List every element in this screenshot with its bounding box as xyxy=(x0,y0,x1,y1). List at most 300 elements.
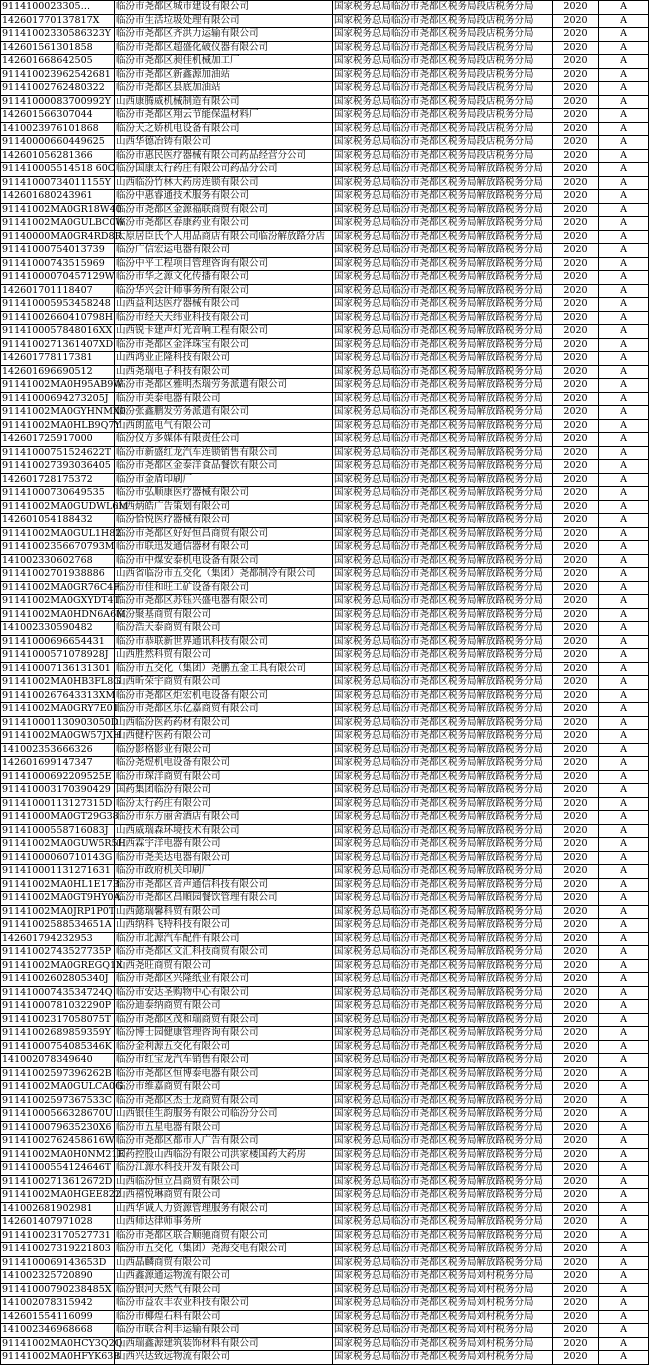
taxpayer-name-cell: 临汾市琛洋商贸有限公司 xyxy=(115,770,333,784)
taxpayer-name-cell: 临汾市五交化（集团）尧鹏五金工具有限公司 xyxy=(115,662,333,676)
year-cell: 2020 xyxy=(553,730,599,744)
table-row xyxy=(1,770,649,784)
table-row xyxy=(1,352,649,366)
year-cell: 2020 xyxy=(553,446,599,460)
table-row xyxy=(1,1108,649,1122)
taxpayer-name-cell: 临汾江源水科技开发有限公司 xyxy=(115,1162,333,1176)
credit-code-cell: 91141000558716083J xyxy=(1,824,115,838)
credit-code-cell: 91141002MA0GRY7E01 xyxy=(2,703,119,714)
table-row xyxy=(1,41,649,55)
credit-code-cell: 91141002MA0HB3FL8G xyxy=(2,676,121,687)
table-row xyxy=(1,595,649,609)
credit-code-cell: 91141002676433​13XM xyxy=(2,689,116,701)
table-row xyxy=(1,851,649,865)
credit-code-cell: 142601566307044 xyxy=(1,109,115,123)
credit-code-cell: 91141002713614​07XD xyxy=(2,338,114,350)
credit-code-cell: 91140000660449625 xyxy=(1,136,115,150)
year-cell: 2020 xyxy=(553,1243,599,1257)
tax-authority-cell: 国家税务总局临汾市尧都区税务局解放路税务分局 xyxy=(333,608,553,622)
credit-code-cell: 91141002356670793M xyxy=(2,541,115,552)
table-row xyxy=(1,608,649,622)
taxpayer-name-cell: 山西师达律师事务所 xyxy=(115,1216,333,1230)
year-cell: 2020 xyxy=(553,622,599,636)
taxpayer-name-cell: 临汾尧煜机电设备有限公司 xyxy=(115,757,333,771)
credit-grade-cell: A xyxy=(599,1094,649,1108)
tax-authority-cell: 国家税务总局临汾市尧都区税务局解放路税务分局 xyxy=(333,649,553,663)
table-row xyxy=(1,203,649,217)
year-cell: 2020 xyxy=(553,1054,599,1068)
taxpayer-name-cell: 山西尧瑞电子科技有限公司 xyxy=(115,365,333,379)
year-cell: 2020 xyxy=(553,298,599,312)
table-row xyxy=(1,1,649,15)
table-row xyxy=(1,649,649,663)
year-cell: 2020 xyxy=(553,365,599,379)
taxpayer-name-cell: 临汾仪方多媒体有限责任公司 xyxy=(115,433,333,447)
tax-authority-cell: 国家税务总局临汾市尧都区税务局解放路税务分局 xyxy=(333,176,553,190)
taxpayer-name-cell: 临汾市恭联新世界通讯科技有限公司 xyxy=(115,635,333,649)
taxpayer-name-cell: 山西兴达致远物流有限公司 xyxy=(115,1351,333,1365)
tax-authority-cell: 国家税务总局临汾市尧都区税务局解放路税务分局 xyxy=(333,527,553,541)
tax-authority-cell: 国家税务总局临汾市尧都区税务局解放路税务分局 xyxy=(333,1054,553,1068)
tax-authority-cell: 国家税务总局临汾市尧都区税务局解放路税务分局 xyxy=(333,190,553,204)
credit-code-cell: 142601561301858 xyxy=(1,41,115,55)
credit-code-cell: 91141002602805340J xyxy=(1,973,115,987)
year-cell: 2020 xyxy=(553,838,599,852)
year-cell: 2020 xyxy=(553,865,599,879)
year-cell: 2020 xyxy=(553,95,599,109)
tax-authority-cell: 国家税务总局临汾市尧都区税务局解放路税务分局 xyxy=(333,352,553,366)
credit-grade-cell: A xyxy=(599,1175,649,1189)
year-cell: 2020 xyxy=(553,1256,599,1270)
taxpayer-name-cell: 临汾市尧都区昶佳机械加工厂 xyxy=(115,55,333,69)
credit-grade-cell: A xyxy=(599,284,649,298)
table-body xyxy=(1,1,649,1365)
table-row xyxy=(1,986,649,1000)
table-row xyxy=(1,1067,649,1081)
tax-authority-cell: 国家税务总局临汾市尧都区税务局解放路税务分局 xyxy=(333,1175,553,1189)
tax-authority-cell: 国家税务总局临汾市尧都区税务局解放路税务分局 xyxy=(333,770,553,784)
taxpayer-name-cell: 临汾市五星电器有限公司 xyxy=(115,1121,333,1135)
credit-code-cell: 142601725917000 xyxy=(1,433,115,447)
taxpayer-name-cell: 山西威瑞森环境技术有限公司 xyxy=(115,824,333,838)
credit-grade-cell: A xyxy=(599,1121,649,1135)
year-cell: 2020 xyxy=(553,1351,599,1365)
credit-code-cell: 91141002689859359Y xyxy=(1,1027,115,1041)
credit-grade-cell: A xyxy=(599,41,649,55)
taxpayer-name-cell: 临汾聚基商贸有限公司 xyxy=(115,608,333,622)
taxpayer-name-cell: 临汾迪泰纳商贸有限公司 xyxy=(115,1000,333,1014)
table-row xyxy=(1,500,649,514)
credit-code-cell: 141002346968668 xyxy=(1,1324,115,1338)
taxpayer-name-cell: 临汾恰悦医疗器械有限公司 xyxy=(115,514,333,528)
year-cell: 2020 xyxy=(553,419,599,433)
credit-code-cell: 91141002MA0HDN6A6M xyxy=(2,608,126,620)
credit-grade-cell: A xyxy=(599,1054,649,1068)
tax-authority-cell: 国家税务总局临汾市尧都区税务局解放路税务分局 xyxy=(333,1108,553,1122)
credit-code-cell: 91141002MA0H95AB9W xyxy=(2,379,124,390)
tax-authority-cell: 国家税务总局临汾市尧都区税务局解放路税务分局 xyxy=(333,203,553,217)
credit-grade-cell: A xyxy=(599,136,649,150)
table-row xyxy=(1,1229,649,1243)
table-row xyxy=(1,1040,649,1054)
year-cell: 2020 xyxy=(553,824,599,838)
taxpayer-name-cell: 国药控股山西临汾有限公司洪家楼国药大药房 xyxy=(115,1148,333,1162)
credit-grade-cell: A xyxy=(599,541,649,555)
taxpayer-name-cell: 山西胜然科贸有限公司 xyxy=(115,649,333,663)
credit-grade-cell: A xyxy=(599,95,649,109)
credit-grade-cell: A xyxy=(599,811,649,825)
year-cell: 2020 xyxy=(553,14,599,28)
tax-authority-cell: 国家税务总局临汾市尧都区税务局段店税务分局 xyxy=(333,109,553,123)
tax-authority-cell: 国家税务总局临汾市尧都区税务局解放路税务分局 xyxy=(333,703,553,717)
table-row xyxy=(1,14,649,28)
credit-code-cell: 91141000751524622T xyxy=(1,446,115,460)
credit-grade-cell: A xyxy=(599,730,649,744)
tax-authority-cell: 国家税务总局临汾市尧都区税务局解放路税务分局 xyxy=(333,325,553,339)
table-row xyxy=(1,190,649,204)
year-cell: 2020 xyxy=(553,1216,599,1230)
year-cell: 2020 xyxy=(553,379,599,393)
taxpayer-name-cell: 临汾浩天泰商贸有限公司 xyxy=(115,622,333,636)
taxpayer-name-cell: 临汾市尧都区都市人广告有限公司 xyxy=(115,1135,333,1149)
credit-grade-cell: A xyxy=(599,838,649,852)
table-row xyxy=(1,1000,649,1014)
credit-grade-cell: A xyxy=(599,703,649,717)
tax-authority-cell: 国家税务总局临汾市尧都区税务局解放路税务分局 xyxy=(333,473,553,487)
credit-grade-cell: A xyxy=(599,716,649,730)
credit-code-cell: 91141002MA0GXYDT4T xyxy=(2,595,120,606)
tax-authority-cell: 国家税务总局临汾市尧都区税务局解放路税务分局 xyxy=(333,446,553,460)
year-cell: 2020 xyxy=(553,649,599,663)
table-row xyxy=(1,892,649,906)
taxpayer-name-cell: 山西健柠医药有限公司 xyxy=(115,730,333,744)
credit-code-cell: 141002078349640 xyxy=(1,1054,115,1068)
taxpayer-name-cell: 临汾市五交化（集团）尧海交电有限公司 xyxy=(115,1243,333,1257)
credit-grade-cell: A xyxy=(599,824,649,838)
credit-code-cell: 91141002MA0GT9HY0A xyxy=(2,892,121,903)
taxpayer-name-cell: 山西临汾医药药材有限公司 xyxy=(115,716,333,730)
tax-authority-cell: 国家税务总局临汾市尧都区税务局解放路税务分局 xyxy=(333,1013,553,1027)
credit-code-cell: 91141002MA0GULCA0G xyxy=(2,1081,123,1092)
taxpayer-name-cell: 山西临汾恒立昌商贸有限公司 xyxy=(115,1175,333,1189)
credit-code-cell: 91141000730649535 xyxy=(1,487,115,501)
table-row xyxy=(1,554,649,568)
taxpayer-name-cell: 临汾市尧都区恒博泰电器有限公司 xyxy=(115,1067,333,1081)
credit-code-cell: 91141002743527735P xyxy=(1,946,115,960)
credit-code-cell: 91141002762480322 xyxy=(1,82,115,96)
table-row xyxy=(1,217,649,231)
tax-authority-cell: 国家税务总局临汾市尧都区税务局刘村税务分局 xyxy=(333,1297,553,1311)
tax-authority-cell: 国家税务总局临汾市尧都区税务局解放路税务分局 xyxy=(333,784,553,798)
tax-authority-cell: 国家税务总局临汾市尧都区税务局解放路税务分局 xyxy=(333,1094,553,1108)
year-cell: 2020 xyxy=(553,217,599,231)
year-cell: 2020 xyxy=(553,1067,599,1081)
credit-grade-cell: A xyxy=(599,568,649,582)
tax-authority-cell: 国家税务总局临汾市尧都区税务局解放路税务分局 xyxy=(333,230,553,244)
taxpayer-name-cell: 临汾银河天然气有限公司 xyxy=(115,1283,333,1297)
tax-authority-cell: 国家税务总局临汾市尧都区税务局解放路税务分局 xyxy=(333,1040,553,1054)
credit-code-cell: 91141002597396262B xyxy=(1,1067,115,1081)
credit-code-cell: 141002330590482 xyxy=(1,622,115,636)
credit-code-cell: 91141002739303​6405 xyxy=(1,460,115,474)
credit-grade-cell: A xyxy=(599,649,649,663)
credit-grade-cell: A xyxy=(599,797,649,811)
credit-grade-cell: A xyxy=(599,851,649,865)
taxpayer-name-cell: 临汾博士园健康管理咨询有限公司 xyxy=(115,1027,333,1041)
tax-authority-cell: 国家税务总局临汾市尧都区税务局解放路税务分局 xyxy=(333,892,553,906)
credit-grade-cell: A xyxy=(599,946,649,960)
tax-authority-cell: 国家税务总局临汾市尧都区税务局解放路税务分局 xyxy=(333,1189,553,1203)
tax-authority-cell: 国家税务总局临汾市尧都区税务局解放路税务分局 xyxy=(333,244,553,258)
year-cell: 2020 xyxy=(553,1297,599,1311)
year-cell: 2020 xyxy=(553,203,599,217)
taxpayer-name-cell: 临汾市金盾印刷厂 xyxy=(115,473,333,487)
credit-grade-cell: A xyxy=(599,1000,649,1014)
table-row xyxy=(1,1027,649,1041)
year-cell: 2020 xyxy=(553,635,599,649)
year-cell: 2020 xyxy=(553,986,599,1000)
credit-code-cell: 141002078315942 xyxy=(1,1297,115,1311)
year-cell: 2020 xyxy=(553,689,599,703)
year-cell: 2020 xyxy=(553,41,599,55)
table-row xyxy=(1,865,649,879)
tax-authority-cell: 国家税务总局临汾市尧都区税务局解放路税务分局 xyxy=(333,797,553,811)
credit-code-cell: 91141000113127163​1 xyxy=(1,865,115,879)
tax-authority-cell: 国家税务总局临汾市尧都区税务局解放路税务分局 xyxy=(333,1081,553,1095)
tax-authority-cell: 国家税务总局临汾市尧都区税务局解放路税务分局 xyxy=(333,568,553,582)
credit-grade-cell: A xyxy=(599,1067,649,1081)
credit-code-cell: 9114100239625426​81 xyxy=(1,68,115,82)
taxpayer-name-cell: 临汾市尧都区县底加油站 xyxy=(115,82,333,96)
taxpayer-name-cell: 临汾金利源五交化有限公司 xyxy=(115,1040,333,1054)
table-row xyxy=(1,257,649,271)
credit-grade-cell: A xyxy=(599,1283,649,1297)
taxpayer-name-cell: 临汾中惠睿通技术服务有限公司 xyxy=(115,190,333,204)
credit-code-cell: 91141000796352​30X6 xyxy=(1,1121,115,1135)
year-cell: 2020 xyxy=(553,352,599,366)
tax-authority-cell: 国家税务总局临汾市尧都区税务局解放路税务分局 xyxy=(333,662,553,676)
table-row xyxy=(1,1243,649,1257)
credit-code-cell: 91141002731922​1803 xyxy=(1,1243,115,1257)
tax-authority-cell: 国家税务总局临汾市尧都区税务局解放路税务分局 xyxy=(333,865,553,879)
tax-authority-cell: 国家税务总局临汾市尧都区税务局解放路税务分局 xyxy=(333,1229,553,1243)
taxpayer-name-cell: 山西朗蓝电气有限公司 xyxy=(115,419,333,433)
credit-grade-cell: A xyxy=(599,257,649,271)
taxpayer-name-cell: 临汾市尧都区金源福联商贸有限公司 xyxy=(115,203,333,217)
credit-grade-cell: A xyxy=(599,959,649,973)
credit-code-cell: 142601554116099 xyxy=(1,1310,115,1324)
credit-grade-cell: A xyxy=(599,1135,649,1149)
credit-grade-cell: A xyxy=(599,919,649,933)
table-row xyxy=(1,1270,649,1284)
table-row xyxy=(1,1324,649,1338)
year-cell: 2020 xyxy=(553,946,599,960)
table-row xyxy=(1,55,649,69)
credit-grade-cell: A xyxy=(599,973,649,987)
tax-authority-cell: 国家税务总局临汾市尧都区税务局解放路税务分局 xyxy=(333,973,553,987)
table-row xyxy=(1,311,649,325)
year-cell: 2020 xyxy=(553,514,599,528)
credit-grade-cell: A xyxy=(599,784,649,798)
table-row xyxy=(1,1094,649,1108)
year-cell: 2020 xyxy=(553,919,599,933)
year-cell: 2020 xyxy=(553,1135,599,1149)
tax-authority-cell: 国家税务总局临汾市尧都区税务局段店税务分局 xyxy=(333,122,553,136)
taxpayer-name-cell: 山西懿瑞馨科贸有限公司 xyxy=(115,905,333,919)
year-cell: 2020 xyxy=(553,878,599,892)
year-cell: 2020 xyxy=(553,1148,599,1162)
taxpayer-name-cell: 临汾市中煤安泰机电设备有限公司 xyxy=(115,554,333,568)
credit-grade-cell: A xyxy=(599,676,649,690)
tax-authority-cell: 国家税务总局临汾市尧都区税务局解放路税务分局 xyxy=(333,1027,553,1041)
taxpayer-name-cell: 临汾市佳和旺工矿设备有限公司 xyxy=(115,581,333,595)
credit-grade-cell: A xyxy=(599,82,649,96)
credit-code-cell: 142601701118407 xyxy=(1,284,115,298)
credit-code-cell: 142601056281366 xyxy=(1,149,115,163)
table-row xyxy=(1,338,649,352)
credit-grade-cell: A xyxy=(599,230,649,244)
credit-grade-cell: A xyxy=(599,122,649,136)
table-row xyxy=(1,433,649,447)
table-row xyxy=(1,136,649,150)
credit-code-cell: 91141000743534724Q xyxy=(2,986,113,998)
year-cell: 2020 xyxy=(553,176,599,190)
table-row xyxy=(1,298,649,312)
table-row xyxy=(1,716,649,730)
year-cell: 2020 xyxy=(553,1094,599,1108)
taxpayer-name-cell: 临汾市尧都区好好恒昌商贸有限公司 xyxy=(115,527,333,541)
table-row xyxy=(1,487,649,501)
tax-authority-cell: 国家税务总局临汾市尧都区税务局解放路税务分局 xyxy=(333,217,553,231)
year-cell: 2020 xyxy=(553,1108,599,1122)
credit-code-cell: 91141000578480​16XX xyxy=(1,325,115,339)
table-row xyxy=(1,1256,649,1270)
year-cell: 2020 xyxy=(553,581,599,595)
credit-grade-cell: A xyxy=(599,365,649,379)
year-cell: 2020 xyxy=(553,487,599,501)
credit-grade-cell: A xyxy=(599,446,649,460)
credit-code-cell: 91141000734011155Y xyxy=(1,176,115,190)
table-row xyxy=(1,1297,649,1311)
credit-grade-cell: A xyxy=(599,311,649,325)
taxpayer-name-cell: 山西纳科飞特科技有限公司 xyxy=(115,919,333,933)
credit-code-cell: 91141002MA0HGEE822 xyxy=(2,1189,121,1200)
taxpayer-name-cell: 临汾市北源汽车配件有限公司 xyxy=(115,932,333,946)
tax-authority-cell: 国家税务总局临汾市尧都区税务局解放路税务分局 xyxy=(333,1162,553,1176)
table-row xyxy=(1,1148,649,1162)
year-cell: 2020 xyxy=(553,460,599,474)
year-cell: 2020 xyxy=(553,811,599,825)
taxpayer-name-cell: 临汾市尧都区苏钰兴盛电器有限公司 xyxy=(115,595,333,609)
year-cell: 2020 xyxy=(553,1229,599,1243)
taxpayer-name-cell: 临汾市尧都区兴隆纸业有限公司 xyxy=(115,973,333,987)
year-cell: 2020 xyxy=(553,851,599,865)
credit-code-cell: 91141002MA0HCY3Q2Q xyxy=(2,1337,123,1349)
taxpayer-name-cell: 临汾市尧都区乐亿嘉商贸有限公司 xyxy=(115,703,333,717)
year-cell: 2020 xyxy=(553,109,599,123)
credit-grade-cell: A xyxy=(599,28,649,42)
table-row xyxy=(1,757,649,771)
credit-code-cell: 91141002MA0H0NM21E xyxy=(2,1148,125,1160)
table-row xyxy=(1,730,649,744)
taxpayer-name-cell: 临汾市尧都区金泽珠宝有限公司 xyxy=(115,338,333,352)
credit-grade-cell: A xyxy=(599,325,649,339)
credit-code-cell: 91141002701938886 xyxy=(1,568,115,582)
table-row xyxy=(1,784,649,798)
tax-authority-cell: 国家税务总局临汾市尧都区税务局解放路税务分局 xyxy=(333,1135,553,1149)
taxpayer-name-cell: 山西昕荣宇商贸有限公司 xyxy=(115,676,333,690)
credit-grade-cell: A xyxy=(599,500,649,514)
table-row xyxy=(1,1189,649,1203)
credit-grade-cell: A xyxy=(599,1351,649,1365)
taxpayer-name-cell: 临汾市椰煌石料有限公司 xyxy=(115,1310,333,1324)
taxpayer-name-cell: 临汾中平工程项目管理咨询有限公司 xyxy=(115,257,333,271)
credit-grade-cell: A xyxy=(599,905,649,919)
credit-code-cell: 91141000713613130​1 xyxy=(1,662,115,676)
tax-authority-cell: 国家税务总局临汾市尧都区税务局段店税务分局 xyxy=(333,28,553,42)
table-row xyxy=(1,1351,649,1365)
tax-authority-cell: 国家税务总局临汾市尧都区税务局解放路税务分局 xyxy=(333,946,553,960)
taxpayer-name-cell: 临汾市东方丽舍酒店有限公司 xyxy=(115,811,333,825)
year-cell: 2020 xyxy=(553,784,599,798)
credit-grade-cell: A xyxy=(599,1108,649,1122)
tax-authority-cell: 国家税务总局临汾市尧都区税务局解放路税务分局 xyxy=(333,1148,553,1162)
year-cell: 2020 xyxy=(553,770,599,784)
taxpayer-name-cell: 太原居臣氏个人用品商店有限公司临汾解放路分店 xyxy=(115,230,333,244)
credit-grade-cell: A xyxy=(599,379,649,393)
year-cell: 2020 xyxy=(553,541,599,555)
table-row xyxy=(1,446,649,460)
credit-code-cell: 91141002MA0GULBC0W xyxy=(2,217,126,228)
tax-authority-cell: 国家税务总局临汾市尧都区税务局解放路税务分局 xyxy=(333,919,553,933)
credit-grade-cell: A xyxy=(599,1013,649,1027)
credit-grade-cell: A xyxy=(599,1229,649,1243)
tax-authority-cell: 国家税务总局临汾市尧都区税务局解放路税务分局 xyxy=(333,595,553,609)
credit-code-cell: 91141002MA0HFYK63B xyxy=(2,1351,121,1362)
credit-grade-cell: A xyxy=(599,14,649,28)
credit-grade-cell: A xyxy=(599,514,649,528)
taxpayer-name-cell: 山西省临汾市五交化（集团）尧都制冷有限公司 xyxy=(115,568,333,582)
year-cell: 2020 xyxy=(553,271,599,285)
year-cell: 2020 xyxy=(553,703,599,717)
year-cell: 2020 xyxy=(553,28,599,42)
year-cell: 2020 xyxy=(553,757,599,771)
credit-code-cell: 91141000MA0GT29G38 xyxy=(2,811,119,822)
credit-grade-cell: A xyxy=(599,770,649,784)
table-row xyxy=(1,1337,649,1351)
taxpayer-name-cell: 山西晶麟商贸有限公司 xyxy=(115,1256,333,1270)
tax-authority-cell: 国家税务总局临汾市尧都区税务局解放路税务分局 xyxy=(333,500,553,514)
taxpayer-name-cell: 临汾市联迅发通信器材有限公司 xyxy=(115,541,333,555)
year-cell: 2020 xyxy=(553,1081,599,1095)
year-cell: 2020 xyxy=(553,163,599,177)
credit-grade-cell: A xyxy=(599,338,649,352)
table-row xyxy=(1,1081,649,1095)
taxpayer-name-cell: 临汾市尧都区茂和瑞商贸有限公司 xyxy=(115,1013,333,1027)
credit-grade-cell: A xyxy=(599,1081,649,1095)
table-row xyxy=(1,581,649,595)
table-row xyxy=(1,622,649,636)
credit-grade-cell: A xyxy=(599,244,649,258)
table-row xyxy=(1,406,649,420)
credit-code-cell: 91141000595345824​8 xyxy=(1,298,115,312)
credit-grade-cell: A xyxy=(599,757,649,771)
taxpayer-name-cell: 山西华诚人力资源管理服务有限公司 xyxy=(115,1202,333,1216)
credit-code-cell: 91141002317052​7731 xyxy=(1,1229,115,1243)
credit-grade-cell: A xyxy=(599,460,649,474)
table-row xyxy=(1,703,649,717)
tax-authority-cell: 国家税务总局临汾市尧都区税务局解放路税务分局 xyxy=(333,1121,553,1135)
